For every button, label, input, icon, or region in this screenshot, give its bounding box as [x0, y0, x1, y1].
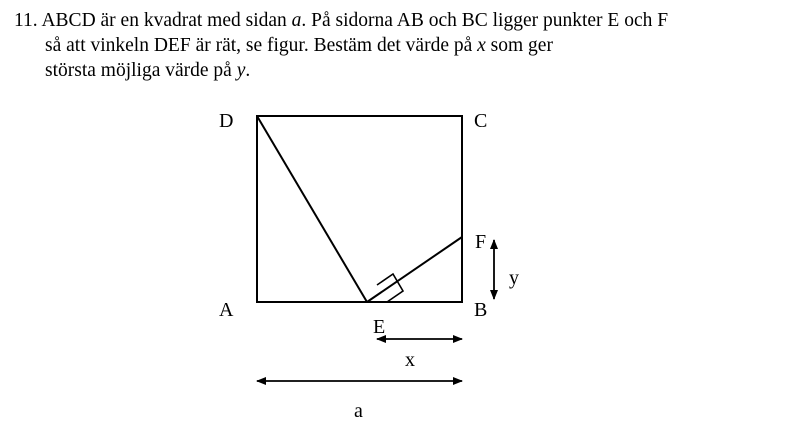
label-e: E [373, 316, 386, 338]
segment-de [257, 116, 367, 302]
variable-x: x [477, 35, 486, 56]
variable-y: y [236, 60, 246, 81]
problem-text-2b: som ger [490, 35, 553, 56]
problem-text-3b: . [245, 60, 251, 81]
problem-number: 11. [14, 10, 38, 31]
label-f: F [475, 231, 487, 253]
label-x: x [405, 349, 415, 371]
label-y: y [509, 267, 519, 289]
square-abcd [257, 116, 462, 302]
label-a-side: a [354, 400, 363, 422]
label-d: D [219, 110, 234, 132]
label-a-vertex: A [219, 299, 234, 321]
label-b: B [474, 299, 488, 321]
problem-text-3a: största möjliga värde på [45, 60, 232, 81]
label-c: C [474, 110, 488, 132]
variable-a: a [291, 10, 302, 31]
problem-text-2a: så att vinkeln DEF är rät, se figur. Bestäm det värde på [45, 35, 473, 56]
right-angle-marker [377, 274, 403, 302]
problem-text-1a: ABCD är en kvadrat med sidan [41, 10, 287, 31]
segment-ef [367, 237, 462, 302]
problem-text-1b: . På sidorna AB och BC ligger punkter E och F [301, 10, 669, 31]
